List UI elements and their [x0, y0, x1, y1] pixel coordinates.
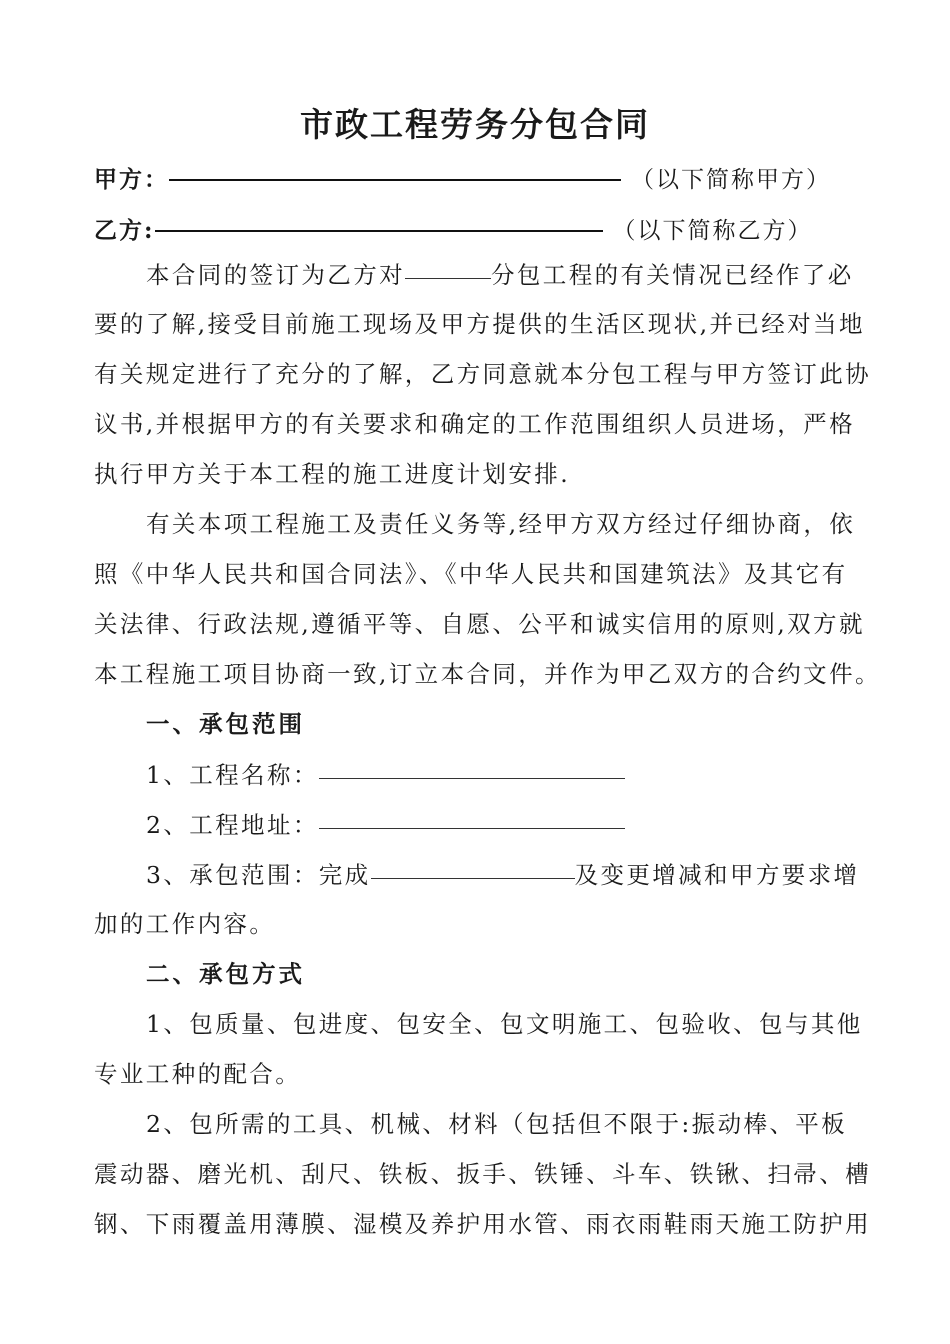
paragraph-line: 专业工种的配合。 [94, 1060, 302, 1088]
paragraph-line: 震动器、磨光机、刮尺、铁板、扳手、铁锤、斗车、铁锹、扫帚、槽 [94, 1160, 871, 1188]
project-name-field[interactable] [319, 754, 625, 779]
party-b-label: 乙方: [94, 217, 155, 244]
project-name-label: 1、工程名称： [146, 761, 319, 789]
party-a-label: 甲方： [94, 166, 169, 193]
party-a-blank[interactable] [169, 153, 621, 181]
paragraph-line: 2、包所需的工具、机械、材料（包括但不限于:振动棒、平板 [146, 1110, 848, 1138]
paragraph-line: 1、包质量、包进度、包安全、包文明施工、包验收、包与其他 [146, 1010, 863, 1038]
paragraph-line: 有关本项工程施工及责任义务等,经甲方双方经过仔细协商，依 [146, 510, 856, 538]
project-address-field[interactable] [319, 804, 625, 829]
paragraph-text: 本合同的签订为乙方对 [146, 261, 405, 289]
section-heading-method: 二、承包方式 [146, 960, 305, 988]
party-a-suffix: （以下简称甲方） [631, 167, 831, 193]
party-b-suffix: （以下简称乙方） [612, 218, 813, 244]
project-address-label: 2、工程地址： [146, 811, 319, 839]
paragraph-line: 有关规定进行了充分的了解，乙方同意就本分包工程与甲方签订此协 [94, 360, 871, 388]
document-title: 市政工程劳务分包合同 [300, 105, 650, 144]
paragraph-line: 要的了解,接受目前施工现场及甲方提供的生活区现状,并已经对当地 [94, 310, 865, 338]
paragraph-line: 钢、下雨覆盖用薄膜、湿模及养护用水管、雨衣雨鞋雨天施工防护用 [94, 1210, 871, 1238]
paragraph-text: 分包工程的有关情况已经作了必 [491, 261, 854, 289]
paragraph-line: 关法律、行政法规,遵循平等、自愿、公平和诚实信用的原则,双方就 [94, 610, 865, 638]
paragraph-line: 本工程施工项目协商一致,订立本合同，并作为甲乙双方的合约文件。 [94, 660, 881, 688]
project-name-line [146, 754, 625, 794]
party-b-line [94, 204, 813, 244]
section-heading-scope: 一、承包范围 [146, 710, 305, 738]
paragraph-line: 照《中华人民共和国合同法》、《中华人民共和国建筑法》及其它有 [94, 560, 848, 588]
project-address-line [146, 804, 625, 844]
paragraph-line: 加的工作内容。 [94, 910, 276, 938]
party-b-blank[interactable] [155, 204, 603, 232]
scope-field[interactable] [371, 854, 575, 879]
scope-label: 3、承包范围：完成 [146, 861, 371, 889]
paragraph-line: 执行甲方关于本工程的施工进度计划安排. [94, 460, 571, 488]
project-name-blank[interactable] [405, 254, 491, 279]
scope-text: 及变更增减和甲方要求增 [574, 861, 860, 889]
paragraph-line: 议书,并根据甲方的有关要求和确定的工作范围组织人员进场，严格 [94, 410, 855, 438]
party-a-line [94, 153, 831, 193]
paragraph-line [146, 254, 854, 294]
scope-line [146, 854, 859, 894]
